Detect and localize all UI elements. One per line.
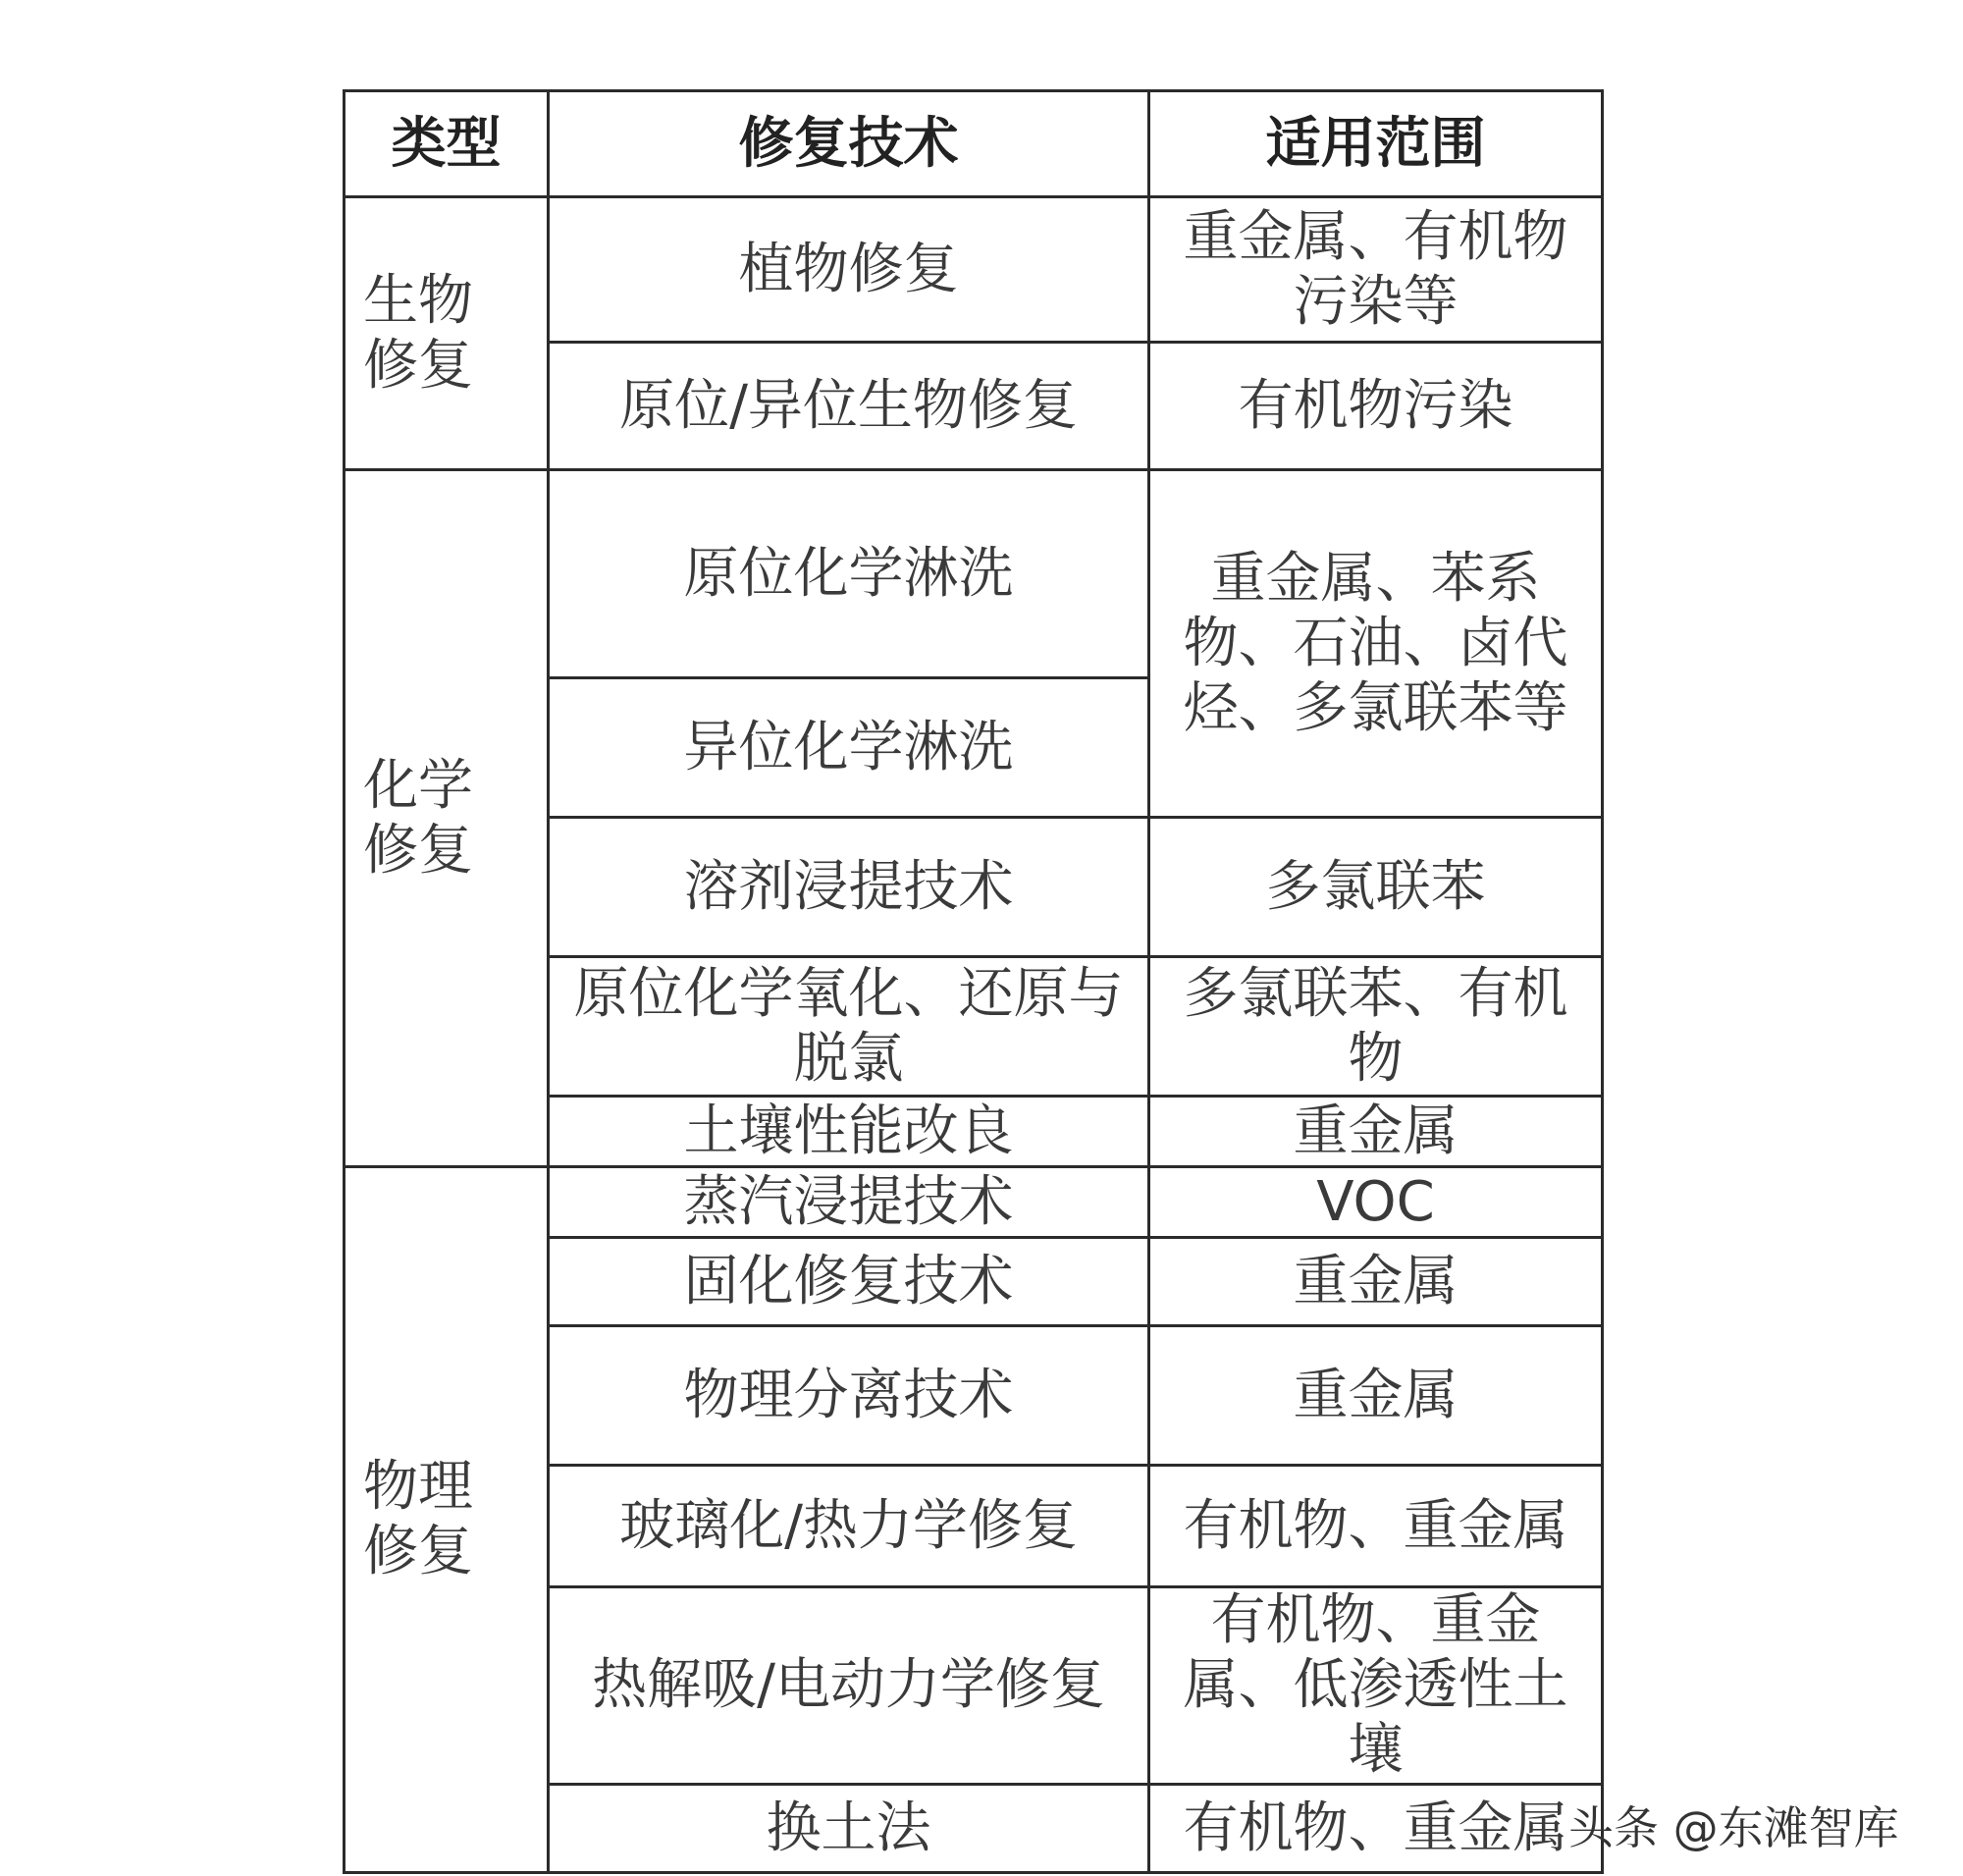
scope-cell: 有机物、重金属 (1149, 1785, 1603, 1873)
table-row (345, 1167, 1603, 1238)
technique-cell: 原位化学氧化、还原与脱氯 (549, 957, 1149, 1097)
technique-cell: 物理分离技术 (549, 1326, 1149, 1466)
scope-cell: 重金属 (1149, 1097, 1603, 1167)
group-phys (345, 1167, 549, 1873)
group-chem-label: 化学修复 (363, 753, 473, 883)
group-phys-label: 物理修复 (363, 1455, 473, 1583)
group-chem (345, 470, 549, 1167)
header-scope: 适用范围 (1149, 91, 1603, 197)
scope-cell: 重金属 (1149, 1238, 1603, 1326)
table-row (345, 470, 1603, 678)
scope-cell: VOC (1149, 1167, 1603, 1238)
scope-cell: 有机物污染 (1149, 343, 1603, 470)
header-type: 类型 (345, 91, 549, 197)
technique-cell: 原位/异位生物修复 (549, 343, 1149, 470)
remediation-table (343, 89, 1604, 1874)
scope-cell: 重金属、苯系物、石油、卤代烃、多氯联苯等 (1149, 470, 1603, 818)
technique-cell: 换土法 (549, 1785, 1149, 1873)
header-technique: 修复技术 (549, 91, 1149, 197)
group-bio (345, 197, 549, 470)
scope-cell: 多氯联苯、有机物 (1149, 957, 1603, 1097)
technique-cell: 蒸汽浸提技术 (549, 1167, 1149, 1238)
technique-cell: 溶剂浸提技术 (549, 818, 1149, 957)
header-row (345, 91, 1603, 197)
scope-cell: 多氯联苯 (1149, 818, 1603, 957)
scope-cell: 重金属、有机物污染等 (1149, 197, 1603, 343)
technique-cell: 原位化学淋洗 (549, 470, 1149, 678)
technique-cell: 异位化学淋洗 (549, 678, 1149, 818)
technique-cell: 固化修复技术 (549, 1238, 1149, 1326)
watermark: 头条 @东滩智库 (1568, 1801, 1899, 1854)
table-row (345, 197, 1603, 343)
group-bio-label: 生物修复 (363, 268, 473, 398)
scope-cell: 重金属 (1149, 1326, 1603, 1466)
technique-cell: 玻璃化/热力学修复 (549, 1466, 1149, 1587)
technique-cell: 植物修复 (549, 197, 1149, 343)
scope-cell: 有机物、重金属、低渗透性土壤 (1149, 1587, 1603, 1785)
scope-cell: 有机物、重金属 (1149, 1466, 1603, 1587)
technique-cell: 热解吸/电动力学修复 (549, 1587, 1149, 1785)
technique-cell: 土壤性能改良 (549, 1097, 1149, 1167)
